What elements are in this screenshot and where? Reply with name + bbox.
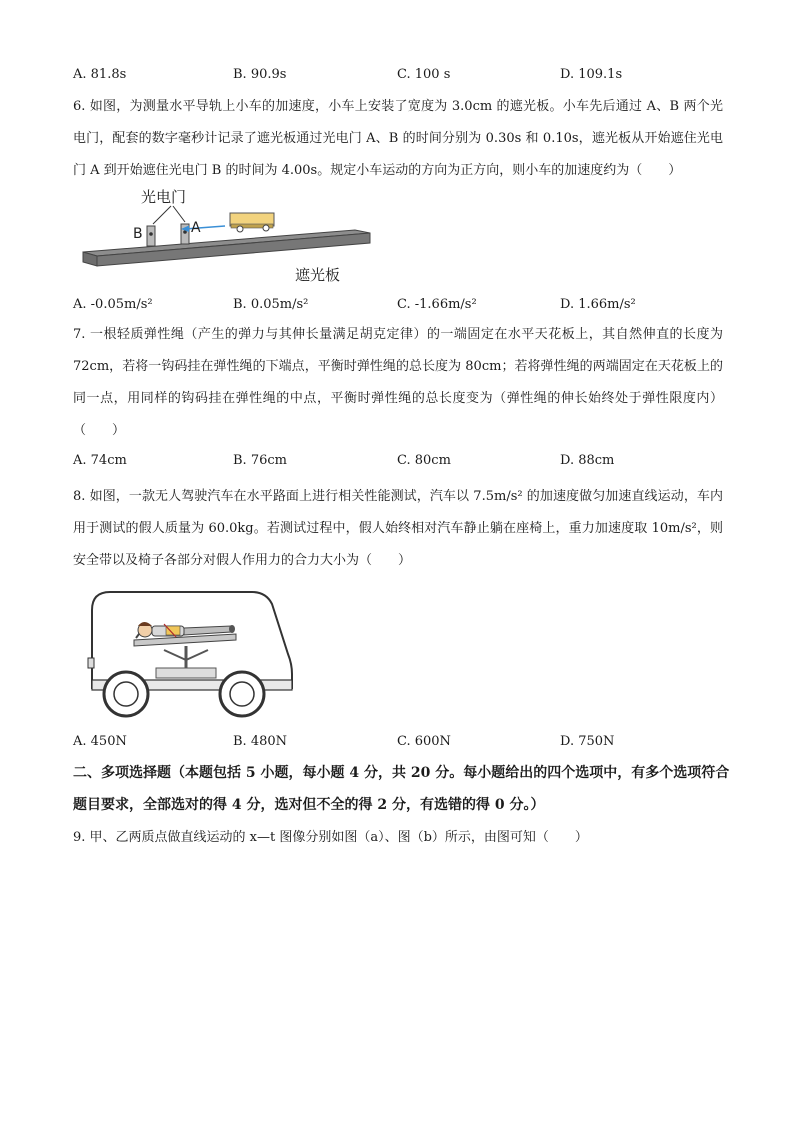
cart-wheel-right — [263, 225, 269, 231]
q5-option-b[interactable]: B. 90.9s — [233, 67, 287, 82]
q9-stem: 9. 甲、乙两质点做直线运动的 x—t 图像分别如图（a）、图（b）所示，由图可知（ ） — [73, 830, 588, 845]
q8-option-a[interactable]: A. 450N — [73, 734, 127, 749]
q6-figure — [75, 186, 375, 286]
label-a: A — [191, 220, 201, 236]
q5-option-a[interactable]: A. 81.8s — [73, 67, 127, 82]
cart-wheel-left — [237, 226, 243, 232]
q6-stem: 6. 如图，为测量水平导轨上小车的加速度，小车上安装了宽度为 3.0cm 的遮光板。小车先后通过 A、B 两个光电门，配套的数字毫秒计记录了遮光板通过光电门 A、B 的时间分别为 0.30s 和 0.10s，遮光板从开始遮住光电门 A 到开始遮住光电门 B 的时间为 4.00s。规定小车运动的方向为正方向，则小车的加速度约为（ ） — [73, 99, 723, 178]
q7-option-c[interactable]: C. 80cm — [397, 453, 451, 468]
q8-stem: 8. 如图，一款无人驾驶汽车在水平路面上进行相关性能测试，汽车以 7.5m/s² 的加速度做匀加速直线运动，车内用于测试的假人质量为 60.0kg。若测试过程中，假人始终相对汽车静止躺在座椅上，重力加速度取 10m/s²，则安全带以及椅子各部分对假人作用力的合力大小为（ ） — [73, 489, 723, 568]
section-2-heading: 二、多项选择题（本题包括 5 小题，每小题 4 分，共 20 分。每小题给出的四个选项中，有多个选项符合题目要求，全部选对的得 4 分，选对但不全的得 2 分，有选错的得 0 分。） — [73, 765, 730, 813]
gate-b-post — [147, 226, 155, 246]
q8-option-c[interactable]: C. 600N — [397, 734, 451, 749]
label-plate: 遮光板 — [295, 266, 341, 284]
q6-option-a[interactable]: A. -0.05m/s² — [73, 297, 153, 312]
q8-car-figure — [86, 588, 298, 720]
q5-option-c[interactable]: C. 100 s — [397, 67, 451, 82]
q8-option-b[interactable]: B. 480N — [233, 734, 288, 749]
q6-option-b[interactable]: B. 0.05m/s² — [233, 297, 309, 312]
q8-option-d[interactable]: D. 750N — [560, 734, 615, 749]
seat-base — [156, 668, 216, 678]
q6-options — [73, 297, 753, 315]
q7-stem: 7. 一根轻质弹性绳（产生的弹力与其伸长量满足胡克定律）的一端固定在水平天花板上，其自然伸直的长度为 72cm，若将一钩码挂在弹性绳的下端点，平衡时弹性绳的总长度为 80cm；若将弹性绳的两端固定在天花板上的同一点，用同样的钩码挂在弹性绳的中点，平衡时弹性绳的总长度变为（弹性绳的伸长始终处于弹性限度内）（ ） — [73, 327, 723, 438]
q6-option-c[interactable]: C. -1.66m/s² — [397, 297, 477, 312]
q7-option-d[interactable]: D. 88cm — [560, 453, 615, 468]
q5-options — [73, 67, 753, 85]
label-b: B — [133, 226, 143, 242]
q6-option-d[interactable]: D. 1.66m/s² — [560, 297, 636, 312]
q7-options — [73, 453, 753, 471]
q8-options — [73, 734, 753, 752]
q5-option-d[interactable]: D. 109.1s — [560, 67, 623, 82]
q7-option-a[interactable]: A. 74cm — [73, 453, 127, 468]
q7-option-b[interactable]: B. 76cm — [233, 453, 287, 468]
label-gate: 光电门 — [141, 188, 187, 206]
